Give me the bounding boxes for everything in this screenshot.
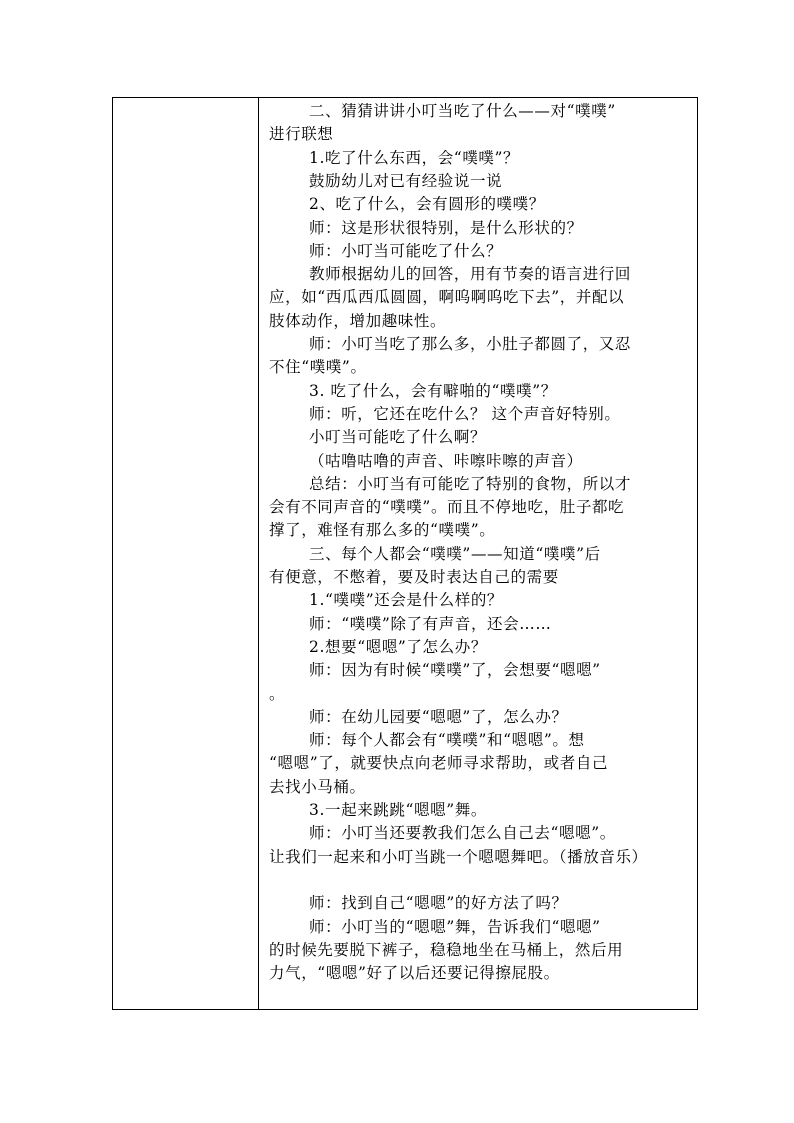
- text-line: 不住“噗噗”。: [269, 358, 367, 377]
- text-line: 师：小叮当可能吃了什么？: [309, 241, 503, 260]
- table-left-cell: [113, 98, 259, 1009]
- text-line: 2.想要“嗯嗯”了怎么办？: [309, 637, 487, 656]
- text-line: 师：每个人都会有“噗噗”和“嗯嗯”。想: [309, 731, 585, 750]
- text-line: 的时候先要脱下裤子，稳稳地坐在马桶上，然后用: [269, 940, 624, 959]
- text-line: 3.一起来跳跳“嗯嗯”舞。: [309, 801, 487, 819]
- text-line: “嗯嗯”了，就要快点向老师寻求帮助，或者自己: [269, 754, 609, 773]
- text-line: 师：因为有时候“噗噗”了，会想要“嗯嗯”: [309, 661, 601, 680]
- text-line: 小叮当可能吃了什么啊？: [309, 428, 487, 447]
- text-line: 师：在幼儿园要“嗯嗯”了，怎么办？: [309, 707, 568, 726]
- text-line: 师：小叮当的“嗯嗯”舞，告诉我们“嗯嗯”: [309, 917, 601, 936]
- text-line: 师：“噗噗”除了有声音，还会……: [309, 614, 552, 633]
- lesson-table: [112, 97, 698, 1010]
- text-line: 去找小马桶。: [269, 777, 366, 796]
- table-content-cell: [259, 98, 697, 1009]
- text-line: 让我们一起来和小叮当跳一个嗯嗯舞吧。（播放音乐）: [269, 847, 648, 866]
- text-line: 师：找到自己“嗯嗯”的好方法了吗？: [309, 894, 568, 913]
- text-line: [269, 869, 695, 892]
- text-line: 鼓励幼儿对已有经验说一说: [309, 171, 503, 190]
- text-line: （咕噜咕噜的声音、咔嚓咔嚓的声音）: [309, 451, 583, 470]
- text-line: 1.吃了什么东西，会“噗噗”？: [309, 148, 520, 167]
- text-line: 教师根据幼儿的回答，用有节奏的语言进行回: [309, 265, 632, 284]
- text-line: 。: [269, 684, 286, 703]
- text-line: 二、猜猜讲讲小叮当吃了什么——对“噗噗”: [309, 102, 616, 120]
- text-line: 3. 吃了什么，会有噼啪的“噗噗”？: [309, 381, 557, 400]
- text-line: 师：这是形状很特别，是什么形状的？: [309, 218, 583, 237]
- text-line: 撑了，难怪有那么多的“噗噗”。: [269, 521, 496, 540]
- text-line: 三、每个人都会“噗噗”——知道“噗噗”后: [309, 544, 601, 563]
- text-line: 进行联想: [269, 125, 334, 144]
- text-line: 有便意，不憋着，要及时表达自己的需要: [269, 568, 559, 586]
- text-line: 应，如“西瓜西瓜圆圆，啊呜啊呜吃下去”，并配以: [269, 288, 625, 307]
- text-line: 肢体动作，增加趣味性。: [269, 311, 447, 330]
- text-line: 会有不同声音的“噗噗”。而且不停地吃，肚子都吃: [269, 498, 625, 517]
- text-line: 师：小叮当吃了那么多，小肚子都圆了，又忍: [309, 335, 632, 353]
- text-line: 师：听，它还在吃什么？ 这个声音好特别。: [309, 404, 621, 423]
- text-line: 总结：小叮当有可能吃了特别的食物，所以才: [309, 474, 632, 493]
- text-line: 师：小叮当还要教我们怎么自己去“嗯嗯”。: [309, 824, 616, 843]
- text-line: 力气，“嗯嗯”好了以后还要记得擦屁股。: [269, 964, 560, 983]
- text-line: 1.“噗噗”还会是什么样的？: [309, 591, 504, 610]
- text-line: 2、吃了什么，会有圆形的噗噗？: [309, 195, 545, 214]
